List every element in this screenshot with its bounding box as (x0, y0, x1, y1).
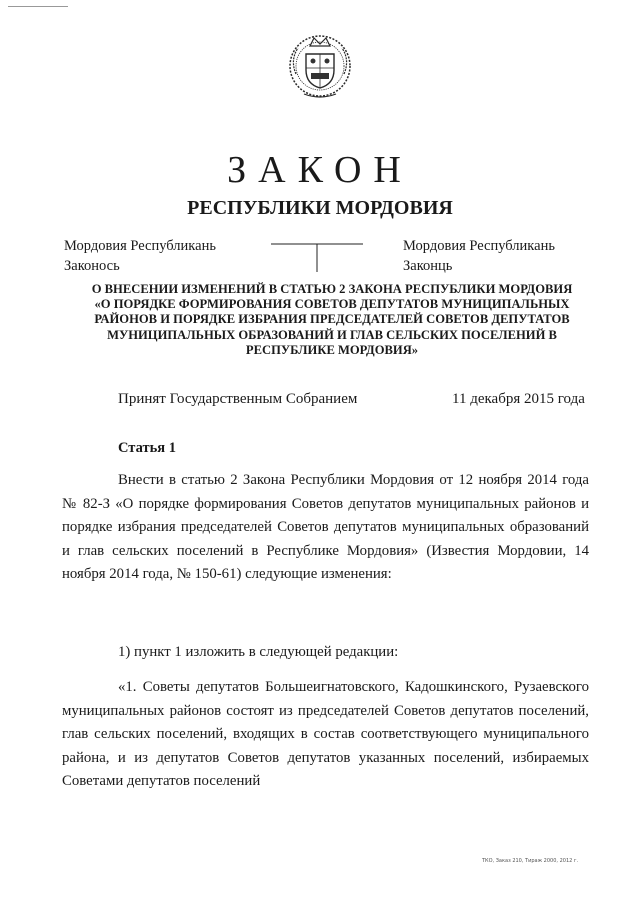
article-intro-text: Внести в статью 2 Закона Республики Мордовия от 12 ноября 2014 года № 82-З «О порядке формирования Советов депутатов муниципальных районов и порядке избрания председателей Советов депутатов муниципальных образований и глав сельских поселений в Республике Мордовия» (Известия Мордовии, 14 ноября 2014 года, № 150-61) следующие изменения: (62, 472, 589, 583)
item-1-text: 1) пункт 1 изложить в следующей редакции: (118, 644, 399, 660)
law-name (72, 282, 592, 358)
item-1-paragraph (62, 641, 589, 665)
erzya-title-line-1: Мордовия Республикань (403, 238, 555, 254)
law-name-line: «О ПОРЯДКЕ ФОРМИРОВАНИЯ СОВЕТОВ ДЕПУТАТОВ МУНИЦИПАЛЬНЫХ (94, 297, 570, 312)
header-separator (271, 238, 363, 274)
quoted-amendment-text: «1. Советы депутатов Большеигнатовского, Кадошкинского, Рузаевского муниципальных районов состоят из председателей Советов депутатов поселений, глав сельских поселений, входящих в состав соответствующего муниципального района, и из депутатов Советов депутатов указанных поселений, избираемых Советами депутатов поселений (62, 679, 589, 790)
law-name-line: МУНИЦИПАЛЬНЫХ ОБРАЗОВАНИЙ И ГЛАВ СЕЛЬСКИХ ПОСЕЛЕНИЙ В (107, 327, 557, 342)
law-name-line: РЕСПУБЛИКЕ МОРДОВИЯ» (245, 342, 419, 357)
adoption-date: 11 декабря 2015 года (452, 391, 585, 407)
erzya-title-line-2: Законць (403, 258, 453, 274)
moksha-title-line-2: Законось (64, 258, 120, 274)
moksha-title-line-1: Мордовия Республикань (64, 238, 216, 254)
article-heading: Статья 1 (118, 440, 176, 456)
adopted-by: Принят Государственным Собранием (118, 391, 358, 407)
quoted-amendment-paragraph (62, 676, 589, 794)
document-title: ЗАКОН (227, 149, 413, 191)
article-intro-paragraph (62, 469, 589, 587)
coat-of-arms-emblem (280, 24, 360, 104)
erzya-title-block (403, 236, 555, 276)
law-name-line: О ВНЕСЕНИИ ИЗМЕНЕНИЙ В СТАТЬЮ 2 ЗАКОНА РЕСПУБЛИКИ МОРДОВИЯ (91, 282, 573, 296)
law-name-line: РАЙОНОВ И ПОРЯДКЕ ИЗБРАНИЯ ПРЕДСЕДАТЕЛЕЙ СОВЕТОВ ДЕПУТАТОВ (94, 312, 570, 327)
scan-corner-mark (8, 6, 68, 7)
document-subtitle: РЕСПУБЛИКИ МОРДОВИЯ (187, 197, 453, 219)
moksha-title-block (64, 236, 216, 276)
print-footer-note: ТКО, Заказ 210, Тираж 2000, 2012 г. (482, 858, 579, 864)
